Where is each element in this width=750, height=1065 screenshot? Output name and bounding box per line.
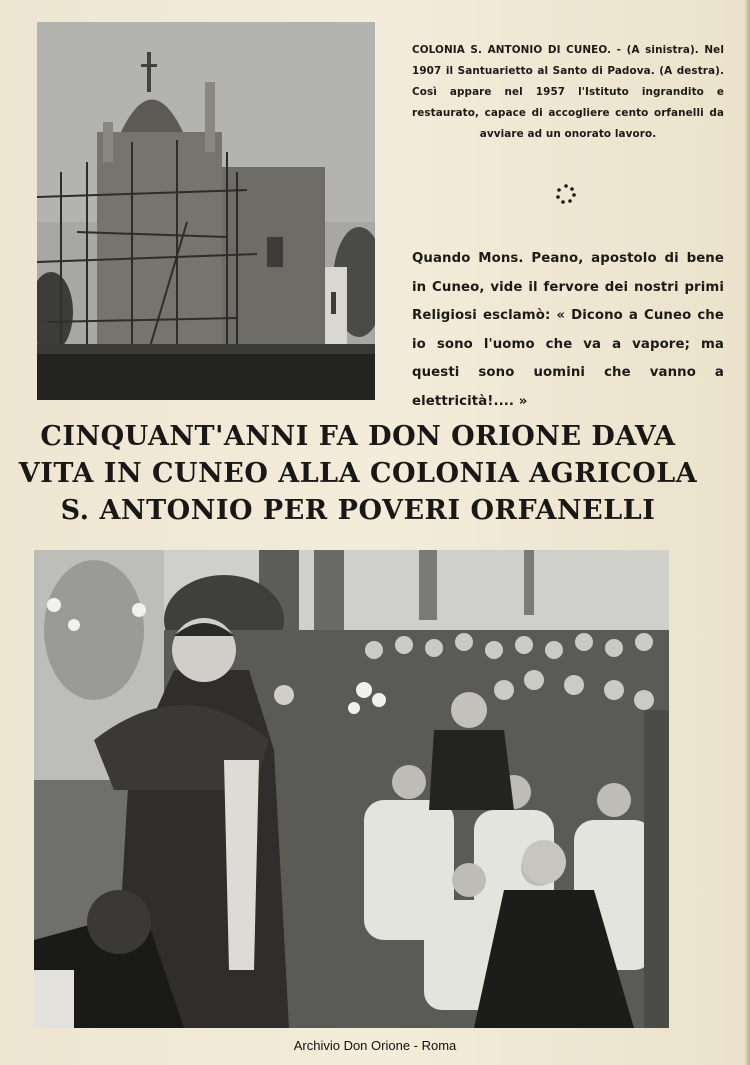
- headline-line-3: S. ANTONIO PER POVERI ORFANELLI: [60, 495, 656, 526]
- photo-caption: COLONIA S. ANTONIO DI CUNEO. - (A sinistra). Nel 1907 il Santuarietto al Santo di Padova. (A destra). Così appare nel 1957 l'Istituto ingrandito e restaurato, capace di accogliere cento orfanelli da avviare ad un onorato lavoro.: [412, 44, 724, 140]
- footer-archive-credit: Archivio Don Orione - Roma: [293, 1038, 457, 1053]
- quote-text: Quando Mons. Peano, apostolo di bene in Cuneo, vide il fervore dei nostri primi Religiosi esclamò: « Dicono a Cuneo che io sono l'uomo che va a vapore; ma questi sono uomini che vanno a elettricità!.... »: [412, 251, 724, 409]
- photo-sanctuary-1907: [37, 22, 375, 400]
- article-headline: [18, 418, 698, 529]
- photo-ceremony-crowd: [34, 550, 669, 1028]
- ornament-icon: [555, 183, 577, 205]
- page-edge-shadow: [744, 0, 750, 1065]
- headline-line-1: CINQUANT'ANNI FA DON ORIONE DAVA: [40, 421, 676, 452]
- headline-line-2: VITA IN CUNEO ALLA COLONIA AGRICOLA: [18, 458, 698, 489]
